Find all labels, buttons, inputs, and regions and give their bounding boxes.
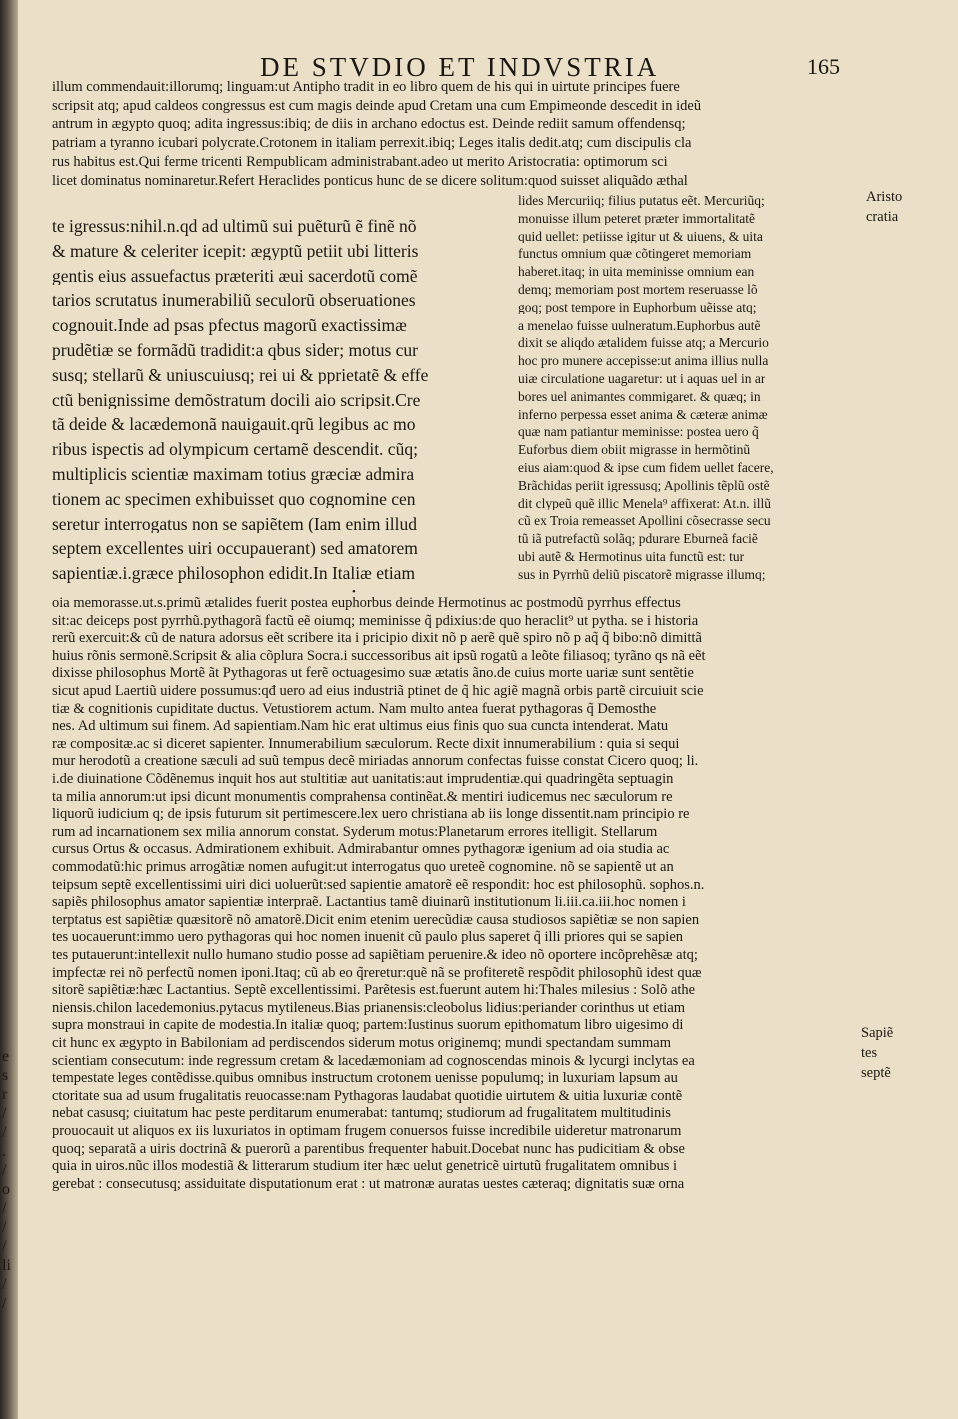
text-line: tionem ac specimen exhibuisset quo cognomine cen bbox=[52, 490, 416, 509]
text-line: tã deide & lacædemonã nauigauit.qrũ legibus ac mo bbox=[52, 416, 416, 434]
running-title: DE STVDIO ET INDVSTRIA bbox=[260, 52, 660, 82]
text-line: monuisse illum peteret præter immortalitatẽ bbox=[518, 211, 755, 226]
text-line: nes. Ad ultimum sui finem. Ad sapientiam.Nam hic erat ultimus eius finis quo sua cuncta intenderat. Matu bbox=[52, 719, 669, 734]
text-line: multiplicis scientiæ maximam totius græciæ admira bbox=[52, 466, 415, 484]
text-line: nebat casusq; ciuitatum hac peste perditarum enumerabat: tantumq; studiorum ad frugalitatem multitudinis bbox=[52, 1106, 671, 1121]
text-line: tiæ & cognitionis cupiditate ductus. Vetustiorem actum. Nam multo antea fuerat pythagoras q̃ Demosthe bbox=[52, 701, 657, 717]
text-line: seretur interrogatus non se sapiẽtem (Iam enim illud bbox=[52, 515, 417, 534]
margin-note: tes bbox=[861, 1046, 878, 1061]
text-line: inferno perpessa esset anima & cæteræ animæ bbox=[518, 407, 768, 422]
text-line: tes uocauerunt:immo uero pythagoras qui hoc nomen inuenit cũ paulo plus saperet q̃ illi priores qui se sapien bbox=[52, 930, 684, 945]
text-line: prudẽtiæ se formãdũ tradidit:a qbus sider; motus cur bbox=[52, 342, 418, 360]
text-line: dixit se aliqdo ætalidem fuisse atq; a Mercurio bbox=[518, 336, 769, 350]
text-line: gerebat : consecutusq; assiduitate disputationum erat : ut matronæ auratas uestes cæteraq; dignitatis suæ orna bbox=[52, 1176, 685, 1192]
text-line: ctũ benignissime demõstratum docili aio scripsit.Cre bbox=[52, 391, 421, 410]
text-line: cognouit.Inde ad psas pfectus magorũ exactissimæ bbox=[52, 317, 407, 335]
text-line: impfectæ rei nõ perfectũ nomen iponi.Itaq; cũ ab eo q̃reretur:quẽ nã se profiteretẽ respõdit philosophũ idest quæ bbox=[52, 965, 702, 981]
text-line: supra monstraui in capite de modestia.In italiæ quoq; partem:Iustinus suorum epithomatum libro uigesimo di bbox=[52, 1018, 684, 1033]
text-line: niensis.chilon lacedemonius.pytacus mytileneus.Bias prianensis:cleobolus lidius:periander corinthus ut etiam bbox=[52, 1000, 686, 1016]
text-line: liquorũ iudicium q; de ipsis futurum sit pertimescere.lex uero christiana ab iis longe dissentit.nam principio re bbox=[52, 807, 690, 822]
edge-mark: / bbox=[2, 1276, 7, 1293]
text-line: patriam a tyranno icubari polycrate.Crotonem in italiam perrexit.ibiq; Leges italis dedit.atq; cum discipulis cla bbox=[52, 136, 692, 151]
edge-mark: / bbox=[2, 1162, 7, 1179]
text-line: ubi autẽ & Hermotinus uita functũ est: tur bbox=[518, 550, 745, 564]
edge-mark: li bbox=[2, 1257, 11, 1274]
text-line: bores uel animantes commigaret. & quæq; in bbox=[518, 389, 761, 404]
edge-mark: / bbox=[2, 1238, 7, 1255]
text-line: licet dominatus nominaretur.Refert Heraclides ponticus hunc de se dicere solitum:quod suisset aliquãdo æthal bbox=[52, 173, 688, 188]
text-line: uiæ circulatione uagaretur: ut i aquas uel in ar bbox=[518, 372, 766, 386]
edge-mark: . bbox=[2, 1143, 6, 1160]
margin-note: cratia bbox=[866, 210, 899, 225]
text-line: sit:ac deiceps post pyrrhũ.pythagorã factũ eẽ oiumq; meminisse q̃ pdixius:de quo heraclit⁹ ut pytha. se i historia bbox=[52, 613, 699, 629]
text-line: scripsit atq; apud caldeos congressus est cum magis deinde apud Cretam una cum Empimeonde descedit in ideũ bbox=[52, 98, 702, 114]
text-line: mur herodotũ a creatione sæculi ad suũ tempus decẽ miriadas annorum confectas fuisse constat Cicero quoq; li. bbox=[52, 754, 699, 769]
edge-mark: / bbox=[2, 1105, 7, 1122]
text-line: quoq; separatã a uiris doctrinã & puerorũ a parentibus frequenter habuit.Docebat nunc has pudicitiam & obse bbox=[52, 1141, 685, 1157]
text-line: a menelao fuisse uulneratum.Euphorbus autẽ bbox=[518, 318, 761, 333]
text-line: demq; memoriam post mortem reseruasse lõ bbox=[518, 283, 758, 297]
text-line: eius aiam:quod & ipse cum fidem uellet facere, bbox=[518, 461, 774, 475]
text-line: i.de diuinatione Cõdẽnemus inquit hos aut stultitiæ aut uanitatis:aut imprudentiæ.qui quadringẽta septuagin bbox=[52, 772, 674, 787]
text-line: functus omnium quæ cõtingeret memoriam bbox=[518, 247, 752, 261]
text-line: illum commendauit:illorumq; linguam:ut Antipho tradit in eo libro quem de his qui in uirtute principes fuere bbox=[52, 80, 680, 95]
text-line: tempestate leges contẽdisse.quibus omnibus instructum crotonem uenisse populumq; in luxuriam lapsum au bbox=[52, 1071, 678, 1086]
text-line: terptatus est sapiẽtiæ quæsitorẽ nõ amatorẽ.Dicit enim etenim uerecũdiæ causa studiosos sapiẽtiæ se non sapien bbox=[52, 912, 700, 928]
edge-mark: e bbox=[2, 1048, 10, 1065]
text-line: cit hunc ex ægypto in Babiloniam ad perdiscendos siderum motus originemq; mundi spectandam summam bbox=[52, 1036, 671, 1051]
text-line: ctoritate sua ad usum frugalitatis reuocasse:nam Pythagoras laudabat quotidie uirtutem & uitia luxuriæ contẽ bbox=[52, 1088, 683, 1104]
text-line: cũ ex Troia remeasset Apollini cõsecrasse secu bbox=[518, 514, 771, 528]
text-line: gentis eius assuefactus præteriti æui sacerdotũ comẽ bbox=[52, 267, 418, 286]
text-line: rus habitus est.Qui ferme tricenti Rempublicam administrabant.adeo ut merito Aristocratia: optimorum sci bbox=[52, 154, 668, 170]
text-line: sicut apud Laertiũ uidere possumus:qđ uero ad eius industriã ptinet de q̃ hic agiẽ magnã orbis partẽ circuiuit scie bbox=[52, 684, 704, 699]
text-line: Euforbus diem obiit migrasse in hermõtinũ bbox=[518, 443, 751, 457]
margin-note: Sapiẽ bbox=[861, 1026, 894, 1041]
edge-mark: s bbox=[2, 1067, 9, 1084]
text-line: huius rõnis sermonẽ.Scripsit & alia cõplura Socra.i successoribus ait ipsũ rogatũ a leõte filiasoq; tyrãno qs nã eẽt bbox=[52, 648, 706, 664]
text-line: teipsum septẽ excellentissimi uiri dici uoluerũt:sed sapientie amatorẽ eẽ respondit: hoc est philosophũ. sophos.n. bbox=[52, 877, 705, 893]
text-line: haberet.itaq; in uita meminisse omnium ean bbox=[518, 265, 755, 279]
text-line: oia memorasse.ut.s.primũ ætalides fuerit postea euphorbus deinde Hermotinus ac postmodũ pyrrhus effectus bbox=[52, 596, 681, 611]
text-line: quæ nam patiantur meminisse: postea uero q̃ bbox=[518, 425, 759, 439]
text-line: tarios scrutatus inumerabiliũ seculorũ obseruationes bbox=[52, 292, 416, 310]
margin-note: Aristo bbox=[866, 190, 903, 205]
text-line: dit clypeũ quẽ illic Menela⁹ affixerat: At.n. illũ bbox=[518, 496, 772, 511]
folio-number: 165 bbox=[807, 54, 840, 79]
text-line: sapiẽs philosophus amator sapientiæ interpraẽ. Lactantius tamẽ diuinarũ institutionum li.iii.ca.iii.hoc nomen i bbox=[52, 895, 686, 910]
text-line: prouocauit ut aliquos ex iis luxuriatos in optimam frugem conuersos fuisse incredibile uideretur matronarum bbox=[52, 1124, 682, 1139]
text-line: quia in uiros.nũc illos modestiã & litterarum studium iter hæc uelut genetricẽ uirtutũ frugalitatem omnibus i bbox=[52, 1159, 677, 1174]
text-line: rum ad incarnationem sex milia annorum constat. Syderum motus:Planetarum errores itelligit. Stellarum bbox=[52, 824, 658, 840]
text-line: ribus ispectis ad olympicum certamẽ descendit. cũq; bbox=[52, 441, 418, 459]
text-line: ta milia annorum:ut ipsi dicunt monumentis comprahensa continẽat.& mentiri iudicemus nec sæculorum re bbox=[52, 789, 673, 805]
text-line: antrum in ægypto quoq; adita ingressus:ibiq; de diis in archano edoctus est. Deinde rediit samum offendensq; bbox=[52, 117, 686, 132]
edge-mark: o bbox=[2, 1181, 10, 1198]
text-line: sitorẽ sapiẽtiæ:hæc Lactantius. Septẽ excellentissimi. Parẽtesis est.fuerunt autem hi:Thales milesius : Solõ athe bbox=[52, 983, 696, 998]
text-line: te igressus:nihil.n.qd ad ultimũ sui puẽturũ ẽ finẽ nõ bbox=[52, 218, 417, 236]
text-line: sus in Pyrrhũ deliũ piscatorẽ migrasse illumq; bbox=[518, 567, 766, 582]
previous-page-edge bbox=[0, 0, 16, 1419]
text-line: rerũ exercuit:& cũ de natura adorsus eẽt scribere ita i pricipio dixit nõ p aerẽ quẽ spiro nõ p aq̃ q̃ bibo:nõ dimittã bbox=[52, 631, 702, 646]
text-line: tes putauerunt:intellexit nullo humano studio posse ad sapiẽtiam peruenire.& ideo nõ oportere incõprehẽsæ atq; bbox=[52, 948, 698, 963]
asterisk-mark: • bbox=[352, 586, 356, 598]
text-line: cursus Ortus & occasus. Admirationem exhibuit. Admirabantur omnes pythagoræ igenium ad oia studia ac bbox=[52, 842, 670, 857]
text-line: septem excellentes uiri occupauerant) sed amatorem bbox=[52, 540, 418, 558]
text-line: tũ iã putrefactũ solãq; pdurare Eburneã faciẽ bbox=[518, 532, 758, 546]
text-line: scientiam consecutum: inde regressum cretam & lacedæmoniam ad cognoscendas minois & lycurgi inclytas ea bbox=[52, 1053, 695, 1069]
text-line: & mature & celeriter icepit: ægyptũ petiit ubi litteris bbox=[52, 242, 419, 261]
text-line: commodatũ:hic primus arrogãtiæ nomen aufugit:ut interrogatus quo ureteẽ cognomine. nõ se sapientẽ ut an bbox=[52, 860, 674, 875]
text-line: lides Mercuriiq; filius putatus eẽt. Mercuriũq; bbox=[518, 194, 765, 208]
edge-mark: / bbox=[2, 1219, 7, 1236]
text-line: susq; stellarũ & uniuscuiusq; rei ui & pprietatẽ & effe bbox=[52, 366, 429, 385]
text-line: quid uellet: petiisse igitur ut & uiuens, & uita bbox=[518, 229, 763, 244]
text-line: Brãchidas periit igressusq; Apollinis tẽplũ ostẽ bbox=[518, 478, 770, 493]
edge-mark: r bbox=[2, 1086, 8, 1103]
text-line: ræ compositæ.ac si diceret sapienter. Innumerabilium sæculorum. Recte dixit innumerabilium : quia si sequi bbox=[52, 736, 680, 752]
edge-mark: / bbox=[2, 1295, 7, 1312]
text-line: dixisse philosophus Mortẽ ãt Pythagoras ut ferẽ octuagesimo suæ ætatis ãno.de cuius morte uariæ sunt sentẽtie bbox=[52, 666, 694, 681]
text-line: sapientiæ.i.græce philosophon edidit.In Italiæ etiam bbox=[52, 565, 416, 583]
edge-mark: / bbox=[2, 1200, 7, 1217]
edge-mark: / bbox=[2, 1124, 7, 1141]
text-line: hoc pro munere accepisse:ut anima illius nulla bbox=[518, 354, 769, 368]
text-line: goq; post tempore in Euphorbum uẽisse atq; bbox=[518, 300, 757, 315]
margin-note: septẽ bbox=[861, 1066, 891, 1081]
